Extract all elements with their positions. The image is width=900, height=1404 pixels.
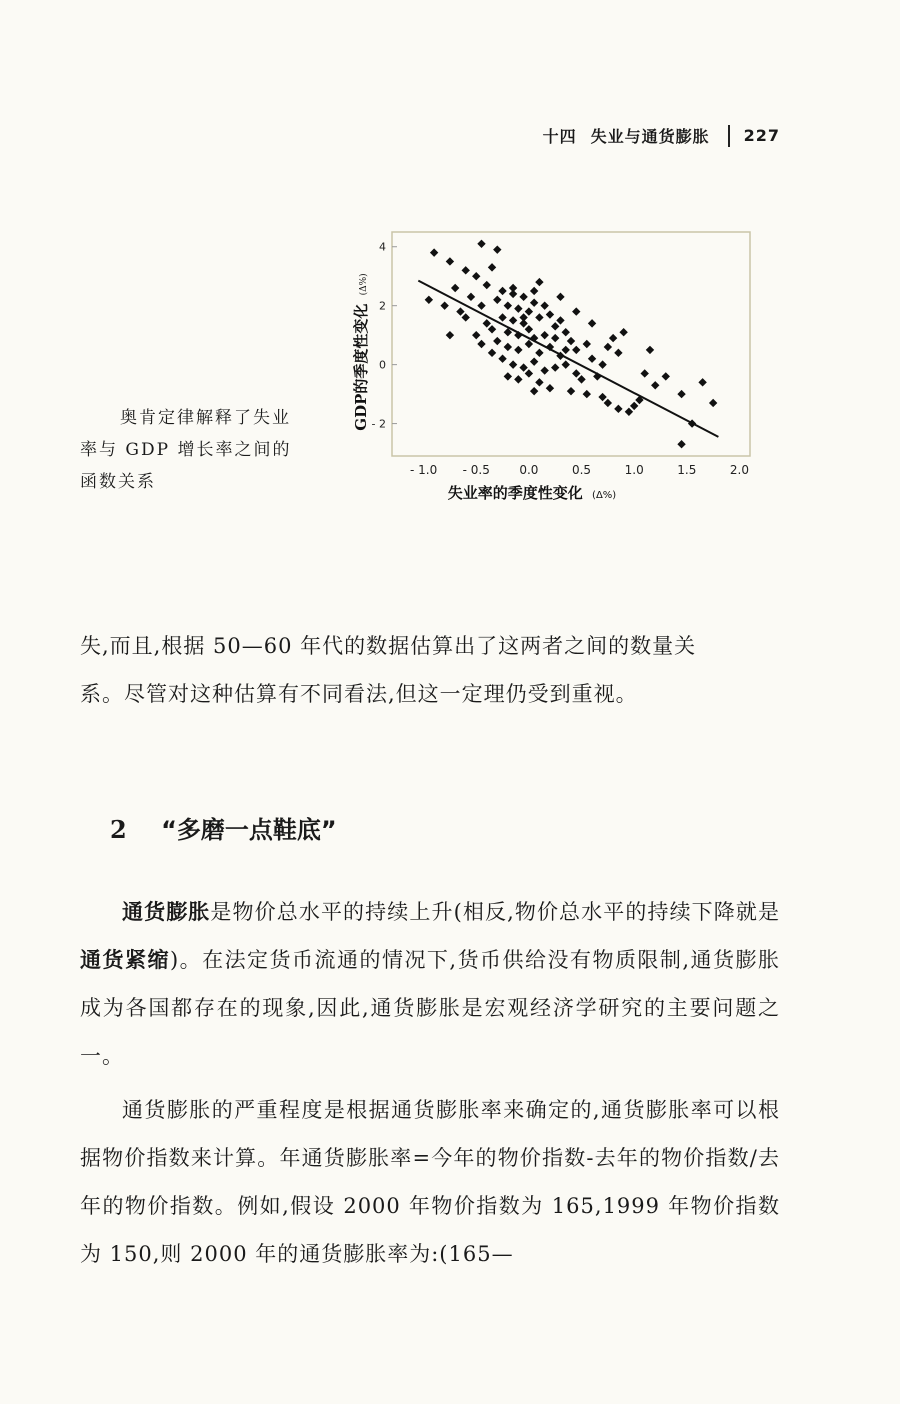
- data-point: [498, 313, 506, 321]
- data-point: [604, 399, 612, 407]
- data-point: [456, 307, 464, 315]
- data-point: [514, 304, 522, 312]
- data-point: [562, 346, 570, 354]
- term-deflation: 通货紧缩: [80, 948, 170, 972]
- data-point: [572, 346, 580, 354]
- text-run: 通货膨胀的严重程度是根据通货膨胀率来确定的,通货膨胀率可以根据物价指数来计算。年通货膨胀率=今年的物价指数-去年的物价指数/去年的物价指数。例如,假设 2000 年物价指数为 165,1999 年物价指数为 150,则 2000 年的通货膨胀率为:(165—: [80, 1098, 780, 1266]
- section-heading: [110, 810, 337, 845]
- figure-caption: [80, 402, 320, 498]
- y-tick-label: 4: [379, 240, 386, 254]
- paragraph-inflation-rate: [80, 1086, 780, 1278]
- paragraph-inflation-definition: [80, 888, 780, 1080]
- x-tick-label: 2.0: [729, 463, 750, 477]
- data-point: [493, 337, 501, 345]
- data-point: [630, 402, 638, 410]
- data-point: [535, 349, 543, 357]
- chapter-title: 失业与通货膨胀: [590, 127, 710, 146]
- x-axis-label: 失业率的季度性变化 (Δ%): [447, 484, 617, 502]
- data-point: [483, 281, 491, 289]
- data-point: [425, 296, 433, 304]
- data-point: [493, 296, 501, 304]
- data-point: [535, 313, 543, 321]
- data-point: [598, 360, 606, 368]
- y-tick-labels: [372, 241, 397, 431]
- data-point: [572, 307, 580, 315]
- data-point: [588, 355, 596, 363]
- data-point: [509, 316, 517, 324]
- data-point: [525, 307, 533, 315]
- y-tick-label: - 2: [371, 417, 386, 431]
- data-point: [572, 369, 580, 377]
- data-point: [504, 372, 512, 380]
- data-point: [440, 301, 448, 309]
- x-tick-label: - 0.5: [462, 463, 490, 477]
- data-point: [583, 390, 591, 398]
- data-point: [477, 240, 485, 248]
- x-tick-labels: [410, 463, 749, 477]
- data-point: [551, 334, 559, 342]
- data-point: [604, 343, 612, 351]
- data-point: [677, 440, 685, 448]
- x-tick-label: - 1.0: [409, 463, 438, 477]
- data-point: [562, 360, 570, 368]
- data-point: [651, 381, 659, 389]
- data-point: [462, 266, 470, 274]
- text-run: 是物价总水平的持续上升(相反,物价总水平的持续下降就是: [210, 900, 780, 924]
- data-point: [540, 331, 548, 339]
- data-point: [535, 378, 543, 386]
- data-point: [530, 387, 538, 395]
- data-point: [546, 310, 554, 318]
- data-point: [514, 346, 522, 354]
- caption-line: 奥肯定律解释了失业: [120, 408, 291, 428]
- data-point: [488, 325, 496, 333]
- x-tick-label: 1.5: [677, 463, 697, 477]
- chapter-number: 十四: [542, 127, 577, 146]
- data-point: [525, 340, 533, 348]
- y-axis-label: GDP的季度性变化 (Δ%): [352, 273, 370, 431]
- data-point: [509, 360, 517, 368]
- data-point: [583, 340, 591, 348]
- data-point: [677, 390, 685, 398]
- data-point: [662, 372, 670, 380]
- data-point: [556, 316, 564, 324]
- data-point: [588, 319, 596, 327]
- chart-svg: [340, 220, 770, 520]
- data-point: [698, 378, 706, 386]
- data-point: [504, 343, 512, 351]
- data-point: [519, 293, 527, 301]
- okun-scatter-chart: [340, 220, 770, 520]
- running-header: [543, 124, 780, 147]
- data-points: [425, 240, 718, 449]
- data-point: [577, 375, 585, 383]
- data-point: [446, 257, 454, 265]
- data-point: [540, 366, 548, 374]
- data-point: [498, 355, 506, 363]
- caption-line: 函数关系: [80, 472, 156, 492]
- data-point: [477, 301, 485, 309]
- data-point: [546, 384, 554, 392]
- data-point: [530, 287, 538, 295]
- page-number: 227: [743, 126, 780, 145]
- data-point: [567, 337, 575, 345]
- data-point: [519, 363, 527, 371]
- data-point: [709, 399, 717, 407]
- data-point: [530, 299, 538, 307]
- caption-line: 率与 GDP 增长率之间的: [80, 440, 292, 460]
- data-point: [556, 293, 564, 301]
- data-point: [530, 357, 538, 365]
- data-point: [625, 408, 633, 416]
- data-point: [567, 387, 575, 395]
- y-tick-label: 2: [379, 299, 386, 313]
- data-point: [551, 363, 559, 371]
- data-point: [614, 405, 622, 413]
- data-point: [509, 284, 517, 292]
- data-point: [519, 313, 527, 321]
- data-point: [619, 328, 627, 336]
- data-point: [488, 263, 496, 271]
- header-divider: [728, 125, 730, 147]
- section-number: 2: [110, 815, 127, 844]
- data-point: [467, 293, 475, 301]
- data-point: [535, 278, 543, 286]
- data-point: [472, 331, 480, 339]
- term-inflation: 通货膨胀: [122, 900, 211, 924]
- data-point: [430, 248, 438, 256]
- data-point: [477, 340, 485, 348]
- y-tick-label: 0: [379, 358, 386, 372]
- x-tick-label: 0.5: [571, 463, 592, 477]
- data-point: [525, 369, 533, 377]
- text-line: 系。尽管对这种估算有不同看法,但这一定理仍受到重视。: [80, 682, 638, 706]
- data-point: [614, 349, 622, 357]
- trend-line: [418, 281, 718, 437]
- data-point: [472, 272, 480, 280]
- data-point: [498, 287, 506, 295]
- data-point: [598, 393, 606, 401]
- data-point: [609, 334, 617, 342]
- data-point: [488, 349, 496, 357]
- data-point: [641, 369, 649, 377]
- x-axis-unit: (Δ%): [592, 490, 617, 501]
- y-axis-unit: (Δ%): [359, 273, 369, 296]
- paragraph-continued: [80, 622, 780, 718]
- x-tick-label: 1.0: [624, 463, 644, 477]
- data-point: [525, 325, 533, 333]
- data-point: [504, 301, 512, 309]
- data-point: [451, 284, 459, 292]
- data-point: [514, 375, 522, 383]
- data-point: [646, 346, 654, 354]
- data-point: [493, 245, 501, 253]
- data-point: [551, 322, 559, 330]
- text-line: 失,而且,根据 50—60 年代的数据估算出了这两者之间的数量关: [80, 634, 697, 658]
- text-run: )。在法定货币流通的情况下,货币供给没有物质限制,通货膨胀成为各国都存在的现象,因此,通货膨胀是宏观经济学研究的主要问题之一。: [80, 948, 781, 1068]
- data-point: [540, 301, 548, 309]
- data-point: [446, 331, 454, 339]
- data-point: [562, 328, 570, 336]
- data-point: [462, 313, 470, 321]
- data-point: [483, 319, 491, 327]
- section-title-text: “多磨一点鞋底”: [161, 816, 337, 844]
- x-tick-label: 0.0: [519, 463, 539, 477]
